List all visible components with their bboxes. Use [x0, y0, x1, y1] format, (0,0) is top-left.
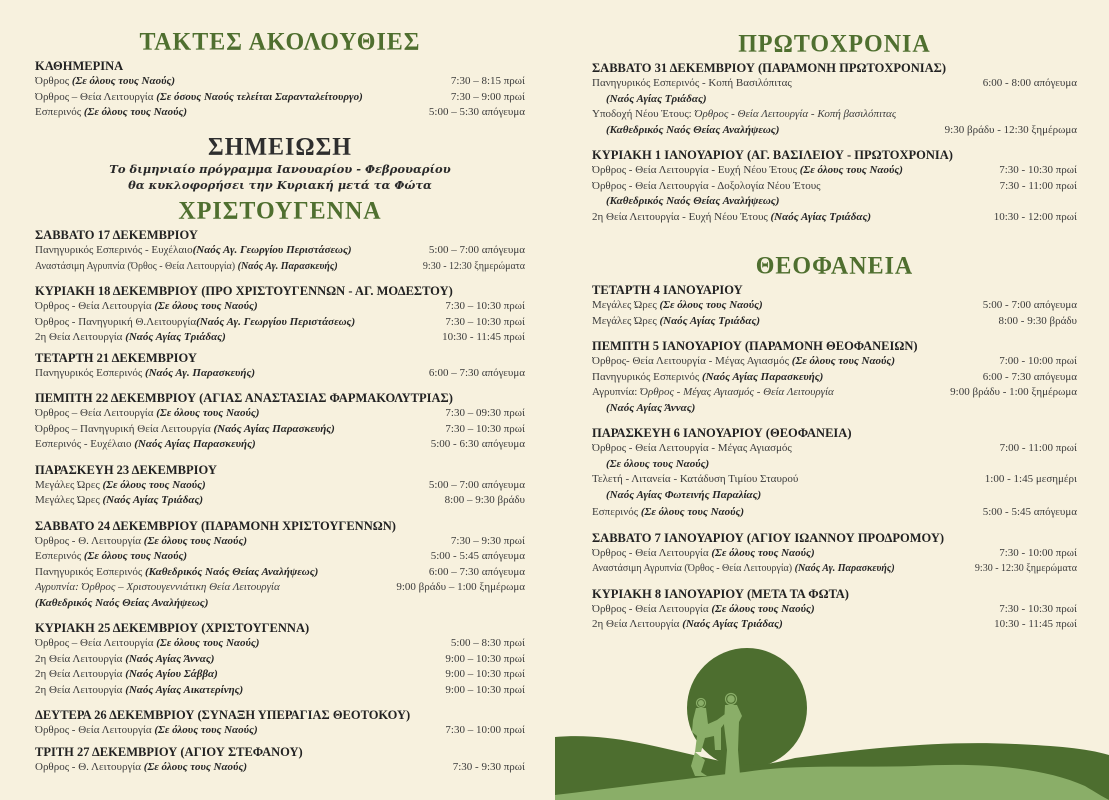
service-row: Όρθρος – Θεία Λειτουργία (Σε όσους Ναούς τελείται Σαρανταλείτουργο) 7:30 – 9:00 πρωί — [35, 90, 525, 103]
location-line: (Ναός Αγίας Άννας) — [606, 401, 696, 414]
service-row: 2η Θεία Λειτουργία - Ευχή Νέου Έτους (Ναός Αγίας Τριάδας) 10:30 - 12:00 πρωί — [592, 210, 1077, 223]
location-line: (Καθεδρικός Ναός Θείας Αναλήψεως) — [606, 195, 780, 207]
note-title: ΣΗΜΕΙΩΣΗ — [208, 133, 352, 161]
day-heading: ΤΡΙΤΗ 27 ΔΕΚΕΜΒΡΙΟΥ (ΑΓΙΟΥ ΣΤΕΦΑΝΟΥ) — [35, 744, 303, 759]
location-line: (Ναός Αγίας Τριάδας) — [606, 92, 707, 105]
service-row: Όρθρος- Θεία Λειτουργία - Μέγας Αγιασμός (Σε όλους τους Ναούς) 7:00 - 10:00 πρωί — [592, 355, 1077, 367]
service-row: 2η Θεία Λειτουργία (Ναός Αγίας Τριάδας) 10:30 - 11:45 πρωί — [35, 331, 525, 343]
location-line: (Σε όλους τους Ναούς) — [606, 457, 710, 470]
note-line: θα κυκλοφορήσει την Κυριακή μετά τα Φώτα — [128, 178, 432, 192]
service-row: Όρθρος - Θεία Λειτουργία - Δοξολογία Νέου Έτους 7:30 - 11:00 πρωί — [592, 179, 1077, 192]
regular-services-section — [35, 28, 525, 121]
section-title-christmas: ΧΡΙΣΤΟΥΓΕΝΝΑ — [178, 197, 382, 225]
service-row: Τελετή - Λιτανεία - Κατάδυση Τιμίου Σταυρού 1:00 - 1:45 μεσημέρι — [592, 473, 1077, 485]
day-heading: ΤΕΤΑΡΤΗ 4 ΙΑΝΟΥΑΡΙΟΥ — [592, 283, 743, 297]
service-row: Εσπερινός - Ευχέλαιο (Ναός Αγίας Παρασκευής) 5:00 - 6:30 απόγευμα — [35, 438, 525, 450]
section-title-regular: ΤΑΚΤΕΣ ΑΚΟΛΟΥΘΙΕΣ — [139, 28, 421, 56]
service-row: Αγρυπνία: Όρθρος – Χριστουγεννιάτικη Θεία Λειτουργία 9:00 βράδυ – 1:00 ξημέρωμα — [35, 581, 525, 593]
epiphany-section — [592, 252, 1077, 633]
service-row: Αγρυπνία: Όρθρος - Μέγας Αγιασμός - Θεία Λειτουργία 9:00 βράδυ - 1:00 ξημέρωμα — [592, 386, 1077, 398]
service-row: Ορθρος - Θ. Λειτουργία (Σε όλους τους Ναούς) 7:30 - 9:30 πρωί — [35, 760, 525, 773]
day-heading: ΚΥΡΙΑΚΗ 18 ΔΕΚΕΜΒΡΙΟΥ (ΠΡΟ ΧΡΙΣΤΟΥΓΕΝΝΩΝ - ΑΓ. ΜΟΔΕΣΤΟΥ) — [35, 284, 453, 298]
service-row: 2η Θεία Λειτουργία (Ναός Αγίας Αικατερίνης) 9:00 – 10:30 πρωί — [35, 683, 525, 696]
day-heading: ΠΑΡΑΣΚΕΥΗ 23 ΔΕΚΕΜΒΡΙΟΥ — [35, 462, 217, 477]
day-heading: ΚΥΡΙΑΚΗ 8 ΙΑΝΟΥΑΡΙΟΥ (ΜΕΤΑ ΤΑ ΦΩΤΑ) — [592, 586, 849, 601]
section-title-epiphany: ΘΕΟΦΑΝΕΙΑ — [755, 252, 914, 280]
service-row: Μεγάλες Ώρες (Σε όλους τους Ναούς) 5:00 - 7:00 απόγευμα — [592, 299, 1077, 311]
service-row: Όρθρος - Θεία Λειτουργία (Σε όλους τους Ναούς) 7:30 - 10:30 πρωί — [592, 602, 1077, 615]
day-heading: ΚΥΡΙΑΚΗ 1 ΙΑΝΟΥΑΡΙΟΥ (ΑΓ. ΒΑΣΙΛΕΙΟΥ - ΠΡΩΤΟΧΡΟΝΙΑ) — [592, 148, 953, 162]
service-row: 2η Θεία Λειτουργία (Ναός Αγίας Άννας) 9:00 – 10:30 πρωί — [35, 652, 525, 665]
service-row: Μεγάλες Ώρες (Ναός Αγίας Τριάδας) 8:00 - 9:30 βράδυ — [592, 314, 1077, 327]
service-row: Αναστάσιμη Αγρυπνία (Όρθος - Θεία Λειτουργία) (Ναός Αγ. Παρασκευής) 9:30 - 12:30 ξημερώματα — [35, 260, 525, 272]
service-row: Όρθρος - Θεία Λειτουργία - Μέγας Αγιασμός 7:00 - 11:00 πρωί — [592, 442, 1077, 454]
day-heading: ΠΑΡΑΣΚΕΥΗ 6 ΙΑΝΟΥΑΡΙΟΥ (ΘΕΟΦΑΝΕΙΑ) — [592, 426, 852, 440]
location-line: (Ναός Αγίας Φωτεινής Παραλίας) — [606, 488, 762, 501]
service-row: Όρθρος - Θεία Λειτουργία - Ευχή Νέου Έτους (Σε όλους τους Ναούς) 7:30 - 10:30 πρωί — [592, 164, 1077, 176]
service-row: Όρθρος - Πανηγυρική Θ.Λειτουργία(Ναός Αγ. Γεωργίου Περιστάσεως) 7:30 – 10:30 πρωί — [35, 315, 525, 328]
service-row: Μεγάλες Ώρες (Ναός Αγίας Τριάδας) 8:00 – 9:30 βράδυ — [35, 494, 525, 506]
day-heading: ΣΑΒΒΑΤΟ 7 ΙΑΝΟΥΑΡΙΟΥ (ΑΓΙΟΥ ΙΩΑΝΝΟΥ ΠΡΟΔΡΟΜΟΥ) — [592, 530, 945, 545]
location-line: (Καθεδρικός Ναός Θείας Αναλήψεως) — [35, 596, 209, 609]
note-section — [35, 133, 525, 193]
day-heading: ΠΕΜΠΤΗ 22 ΔΕΚΕΜΒΡΙΟΥ (ΑΓΙΑΣ ΑΝΑΣΤΑΣΙΑΣ ΦΑΡΜΑΚΟΛΥΤΡΙΑΣ) — [35, 391, 453, 405]
service-row: Όρθρος - Θεία Λειτουργία (Σε όλους τους Ναούς) 7:30 – 10:00 πρωί — [35, 724, 525, 736]
service-row: Πανηγυρικός Εσπερινός - Κοπή Βασιλόπιτας 6:00 - 8:00 απόγευμα — [592, 77, 1077, 89]
service-row: Εσπερινός (Σε όλους τους Ναούς) 5:00 - 5:45 απόγευμα — [592, 506, 1077, 518]
section-title-newyear: ΠΡΩΤΟΧΡΟΝΙΑ — [738, 30, 931, 58]
day-heading: ΤΕΤΑΡΤΗ 21 ΔΕΚΕΜΒΡΙΟΥ — [35, 350, 197, 365]
service-row: Όρθρος – Θεία Λειτουργία (Σε όλους τους Ναούς) 7:30 – 09:30 πρωί — [35, 407, 525, 419]
service-row: Όρθρος – Θεία Λειτουργία (Σε όλους τους Ναούς) 5:00 – 8:30 πρωί — [35, 637, 525, 649]
day-heading: ΔΕΥΤΕΡΑ 26 ΔΕΚΕΜΒΡΙΟΥ (ΣΥΝΑΞΗ ΥΠΕΡΑΓΙΑΣ ΘΕΟΤΟΚΟΥ) — [35, 708, 411, 722]
service-row: 2η Θεία Λειτουργία (Ναός Αγίας Τριάδας) 10:30 - 11:45 πρωί — [592, 618, 1077, 630]
service-row: Πανηγυρικός Εσπερινός (Ναός Αγίας Παρασκευής) 6:00 - 7:30 απόγευμα — [592, 370, 1077, 383]
service-row: Εσπερινός (Σε όλους τους Ναούς) 5:00 – 5:30 απόγευμα — [35, 106, 525, 118]
day-heading: ΚΥΡΙΑΚΗ 25 ΔΕΚΕΜΒΡΙΟΥ (ΧΡΙΣΤΟΥΓΕΝΝΑ) — [35, 621, 310, 635]
hills-illustration — [555, 640, 1109, 800]
service-row: Εσπερινός (Σε όλους τους Ναούς) 5:00 - 5:45 απόγευμα — [35, 550, 525, 562]
note-line: Το διμηνιαίο πρόγραμμα Ιανουαρίου - Φεβρουαρίου — [109, 162, 451, 176]
christmas-section — [35, 197, 525, 775]
service-row: Όρθρος (Σε όλους τους Ναούς) 7:30 – 8:15 πρωί — [35, 75, 525, 87]
service-row: Όρθρος - Θ. Λειτουργία (Σε όλους τους Ναούς) 7:30 – 9:30 πρωί — [35, 534, 525, 547]
day-heading: ΣΑΒΒΑΤΟ 17 ΔΕΚΕΜΒΡΙΟΥ — [35, 228, 198, 242]
location-line: (Καθεδρικός Ναός Θείας Αναλήψεως) 9:30 βράδυ - 12:30 ξημέρωμα — [606, 123, 1077, 136]
service-row: Όρθρος – Πανηγυρική Θεία Λειτουργία (Ναός Αγίας Παρασκευής) 7:30 – 10:30 πρωί — [35, 422, 525, 435]
service-row: 2η Θεία Λειτουργία (Ναός Αγίου Σάββα) 9:00 – 10:30 πρωί — [35, 668, 525, 680]
service-row: Πανηγυρικός Εσπερινός (Καθεδρικός Ναός Θείας Αναλήψεως) 6:00 – 7:30 απόγευμα — [35, 565, 525, 578]
day-heading: ΚΑΘΗΜΕΡΙΝΑ — [35, 59, 124, 73]
service-row: Πανηγυρικός Εσπερινός - Ευχέλαιο(Ναός Αγ. Γεωργίου Περιστάσεως) 5:00 – 7:00 απόγευμα — [35, 244, 525, 256]
day-heading: ΠΕΜΠΤΗ 5 ΙΑΝΟΥΑΡΙΟΥ (ΠΑΡΑΜΟΝΗ ΘΕΟΦΑΝΕΙΩΝ) — [592, 339, 918, 353]
newyear-section — [592, 30, 1077, 225]
day-heading: ΣΑΒΒΑΤΟ 24 ΔΕΚΕΜΒΡΙΟΥ (ΠΑΡΑΜΟΝΗ ΧΡΙΣΤΟΥΓΕΝΝΩΝ) — [35, 518, 396, 533]
service-row: Όρθρος - Θεία Λειτουργία (Σε όλους τους Ναούς) 7:30 – 10:30 πρωί — [35, 300, 525, 312]
service-row: Πανηγυρικός Εσπερινός (Ναός Αγ. Παρασκευής) 6:00 – 7:30 απόγευμα — [35, 366, 525, 379]
service-row: Αναστάσιμη Αγρυπνία (Όρθος - Θεία Λειτουργία) (Ναός Αγ. Παρασκευής) 9:30 - 12:30 ξημερώματα — [592, 563, 1077, 574]
service-row: Όρθρος - Θεία Λειτουργία (Σε όλους τους Ναούς) 7:30 - 10:00 πρωί — [592, 546, 1077, 559]
service-row: Υποδοχή Νέου Έτους: Όρθρος - Θεία Λειτουργία - Κοπή βασιλόπιτας — [592, 108, 897, 120]
day-heading: ΣΑΒΒΑΤΟ 31 ΔΕΚΕΜΒΡΙΟΥ (ΠΑΡΑΜΟΝΗ ΠΡΩΤΟΧΡΟΝΙΑΣ) — [592, 61, 946, 75]
service-row: Μεγάλες Ώρες (Σε όλους τους Ναούς) 5:00 – 7:00 απόγευμα — [35, 478, 525, 491]
